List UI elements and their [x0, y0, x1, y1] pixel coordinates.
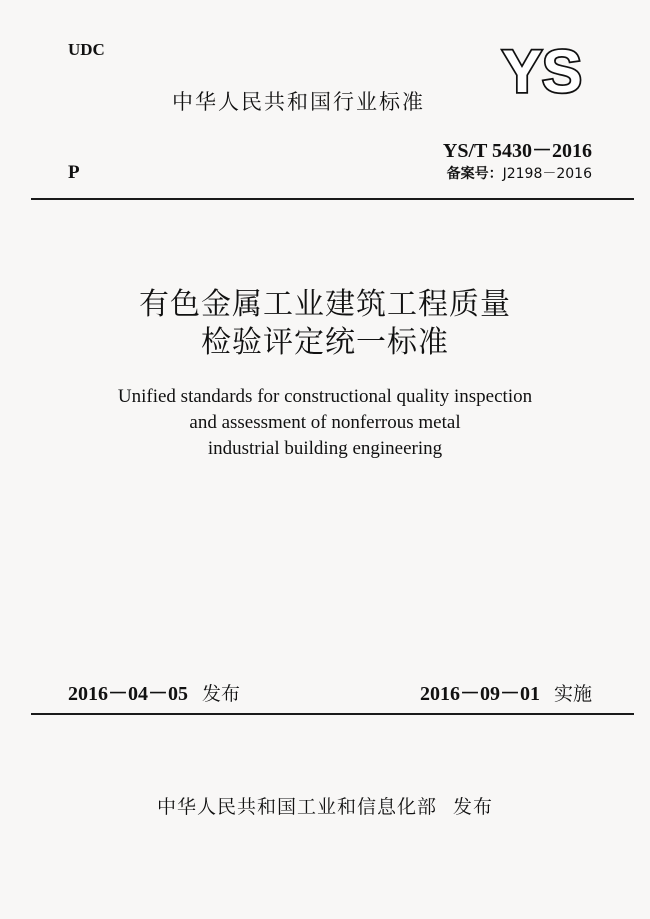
chinese-title-line-1: 有色金属工业建筑工程质量 [139, 287, 511, 322]
standard-number: YS/T 5430－2016 [442, 140, 592, 162]
effective-word: 实施 [553, 683, 592, 705]
issuer-title: 中华人民共和国行业标准 [172, 90, 425, 114]
chinese-title [0, 286, 650, 362]
english-title-line-2: and assessment of nonferrous metal [189, 412, 461, 433]
publish-word: 发布 [202, 683, 241, 705]
english-title-line-1: Unified standards for constructional quality inspection [117, 386, 533, 407]
ys-logo-text: YS [501, 42, 583, 100]
udc-label: UDC [68, 40, 105, 59]
category-code: P [68, 162, 80, 183]
footer-issuer: 中华人民共和国工业和信息化部 [156, 796, 437, 818]
filing-number: J2198－2016 [502, 166, 592, 182]
english-title-line-3: industrial building engineering [207, 438, 443, 459]
filing-row [447, 163, 592, 183]
effective-date: 2016－09－01 [419, 683, 540, 705]
english-title [0, 384, 650, 462]
footer-action: 发布 [453, 796, 494, 818]
bottom-divider [31, 713, 634, 715]
effective-date-row [420, 677, 592, 706]
chinese-title-line-2: 检验评定统一标准 [201, 325, 449, 360]
footer-issuer-row [0, 792, 650, 819]
filing-label: 备案号： [446, 166, 503, 182]
ys-logo [487, 42, 597, 100]
publish-date-row [68, 677, 240, 706]
publish-date: 2016－04－05 [68, 683, 188, 705]
top-divider [31, 198, 634, 200]
